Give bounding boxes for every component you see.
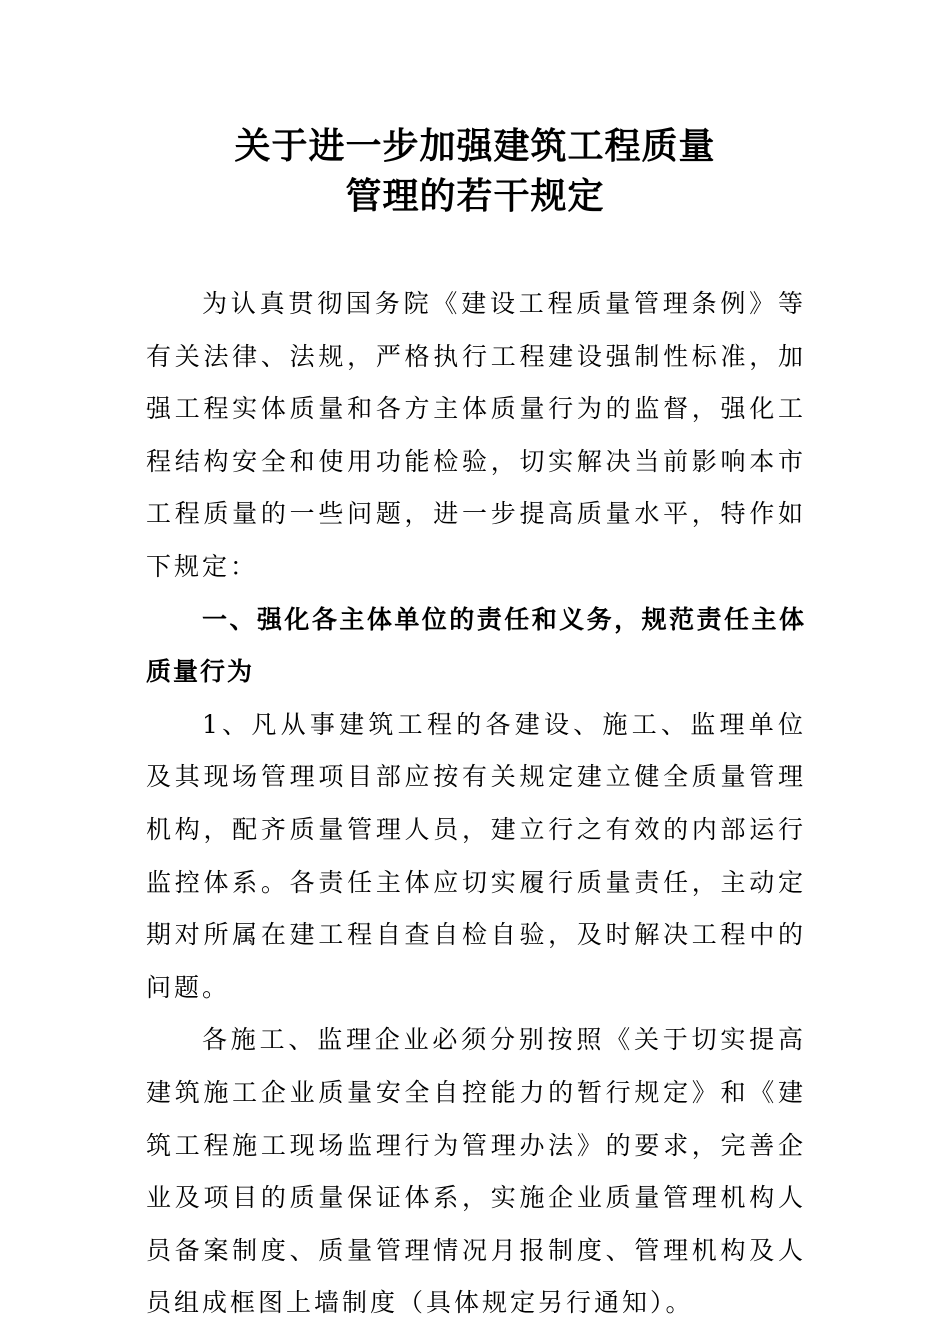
document-title-line-2: 管理的若干规定 <box>345 175 605 217</box>
clause-1-paragraph-2: 各施工、监理企业必须分别按照《关于切实提高建筑施工企业质量安全自控能力的暂行规定》和《建筑工程施工现场监理行为管理办法》的要求，完善企业及项目的质量保证体系，实施企业质量管理机构人员备案制度、质量管理情况月报制度、管理机构及人员组成框图上墙制度（具体规定另行通知）。 <box>146 1025 806 1318</box>
section-heading-1: 一、强化各主体单位的责任和义务，规范责任主体质量行为 <box>146 604 806 687</box>
document-title-line-1: 关于进一步加强建筑工程质量 <box>234 125 716 167</box>
document-body <box>146 278 806 1330</box>
intro-paragraph: 为认真贯彻国务院《建设工程质量管理条例》等有关法律、法规，严格执行工程建设强制性标准，加强工程实体质量和各方主体质量行为的监督，强化工程结构安全和使用功能检验，切实解决当前影响本市工程质量的一些问题，进一步提高质量水平，特作如下规定： <box>146 289 806 581</box>
clause-1-paragraph: 1、凡从事建筑工程的各建设、施工、监理单位及其现场管理项目部应按有关规定建立健全质量管理机构，配齐质量管理人员，建立行之有效的内部运行监控体系。各责任主体应切实履行质量责任，主动定期对所属在建工程自查自检自验，及时解决工程中的问题。 <box>146 709 806 1002</box>
